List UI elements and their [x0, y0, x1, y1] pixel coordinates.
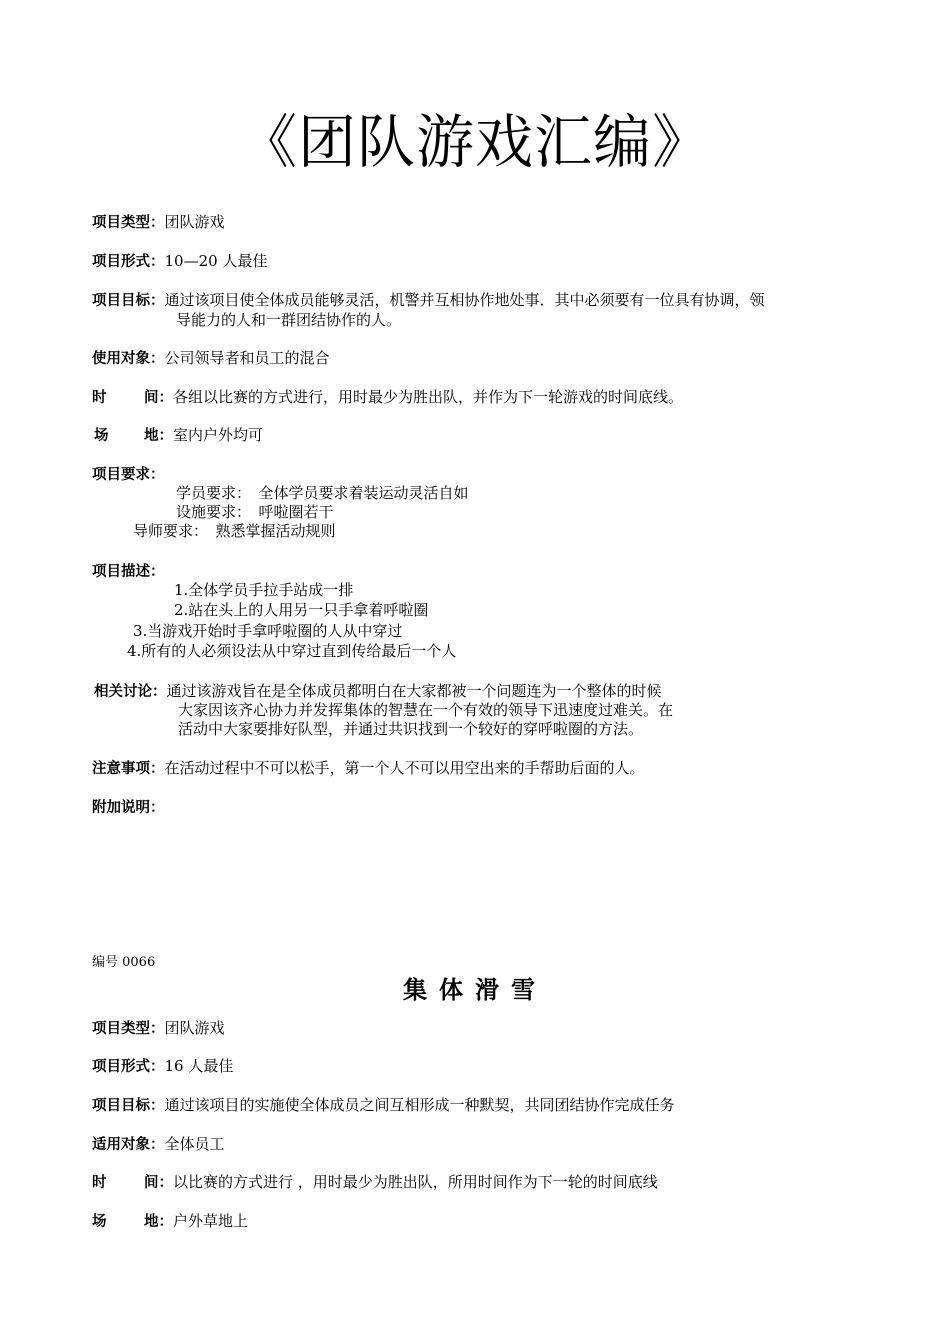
project-goal-line-1: 通过该项目使全体成员能够灵活，机警并互相协作地处事．其中必须要有一位具有协调，领 — [164, 291, 765, 309]
discussion-line-3: 活动中大家要排好队型，并通过共识找到一个较好的穿呼啦圈的方法。 — [178, 720, 644, 738]
game2-time-value: 以比赛的方式进行 ，用时最少为胜出队，所用时间作为下一轮的时间底线 — [173, 1173, 658, 1191]
trainer-requirement: 导师要求： 熟悉掌握活动规则 — [133, 522, 336, 540]
game2-type-row — [92, 1018, 225, 1039]
target-audience-value: 公司领导者和员工的混合 — [164, 349, 330, 367]
target-audience-label: 使用对象： — [92, 351, 165, 367]
notes-label: 注意事项： — [92, 761, 165, 777]
game2-form-label: 项目形式： — [92, 1059, 165, 1075]
project-form-value: 10—20 人最佳 — [164, 252, 268, 270]
game-title: 集体滑雪 — [403, 976, 547, 1004]
project-goal-row — [92, 290, 765, 311]
game2-form-row — [92, 1056, 233, 1077]
game2-form-value: 16 人最佳 — [164, 1057, 234, 1075]
venue-value: 室内户外均可 — [173, 426, 264, 444]
game2-goal-label: 项目目标： — [92, 1098, 165, 1114]
discussion-line-2: 大家因该齐心协力并发挥集体的智慧在一个有效的领导下迅速度过难关。在 — [178, 701, 674, 719]
venue-row — [94, 425, 263, 446]
description-step-4: 4.所有的人必须设法从中穿过直到传给最后一个人 — [127, 642, 457, 660]
game2-goal-row — [92, 1095, 675, 1116]
facility-requirement: 设施要求： 呼啦圈若干 — [176, 503, 334, 521]
description-label: 项目描述： — [92, 564, 165, 580]
additional-notes-row — [92, 797, 165, 818]
project-goal-line-2: 导能力的人和一群团结协作的人。 — [176, 311, 402, 329]
discussion-label: 相关讨论： — [94, 684, 167, 700]
game2-target-label: 适用对象： — [92, 1137, 165, 1153]
project-form-row — [92, 251, 267, 272]
game2-venue-value: 户外草地上 — [173, 1212, 249, 1230]
description-label-row — [92, 561, 165, 582]
notes-row — [92, 758, 645, 779]
additional-notes-label: 附加说明： — [92, 800, 165, 816]
discussion-row — [94, 681, 662, 702]
game2-venue-label-b: 地： — [144, 1214, 173, 1230]
notes-value: 在活动过程中不可以松手，第一个人不可以用空出来的手帮助后面的人。 — [164, 759, 645, 777]
requirements-label-row — [92, 464, 165, 485]
game2-time-label-b: 间： — [144, 1175, 173, 1191]
game2-type-label: 项目类型： — [92, 1021, 165, 1037]
time-label-a: 时 — [92, 390, 107, 406]
description-step-2: 2.站在头上的人用另一只手拿着呼啦圈 — [174, 601, 429, 619]
game2-time-label-a: 时 — [92, 1175, 107, 1191]
discussion-line-1: 通过该游戏旨在是全体成员都明白在大家都被一个问题连为一个整体的时候 — [166, 682, 662, 700]
game2-target-value: 全体员工 — [164, 1135, 225, 1153]
venue-label-a: 场 — [94, 428, 109, 444]
game2-venue-row — [92, 1211, 248, 1232]
game2-goal-value: 通过该项目的实施使全体成员之间互相形成一种默契，共同团结协作完成任务 — [164, 1096, 675, 1114]
project-type-value: 团队游戏 — [164, 213, 225, 231]
document-title: 《团队游戏汇编》 — [238, 108, 711, 176]
game2-time-row — [92, 1172, 658, 1193]
project-form-label: 项目形式： — [92, 254, 165, 270]
description-step-1: 1.全体学员手拉手站成一排 — [174, 581, 354, 599]
game2-target-row — [92, 1134, 225, 1155]
description-step-3: 3.当游戏开始时手拿呼啦圈的人从中穿过 — [133, 622, 403, 640]
project-type-label: 项目类型： — [92, 215, 165, 231]
venue-label-b: 地： — [144, 428, 173, 444]
game2-venue-label-a: 场 — [92, 1214, 107, 1230]
time-row — [92, 387, 683, 408]
time-value: 各组以比赛的方式进行，用时最少为胜出队，并作为下一轮游戏的时间底线。 — [173, 388, 684, 406]
game-number: 编号 0066 — [92, 955, 156, 970]
project-type-row — [92, 212, 225, 233]
requirements-label: 项目要求： — [92, 467, 165, 483]
game2-type-value: 团队游戏 — [164, 1019, 225, 1037]
target-audience-row — [92, 348, 330, 369]
project-goal-label: 项目目标： — [92, 293, 165, 309]
time-label-b: 间： — [144, 390, 173, 406]
student-requirement: 学员要求： 全体学员要求着装运动灵活自如 — [176, 484, 469, 502]
